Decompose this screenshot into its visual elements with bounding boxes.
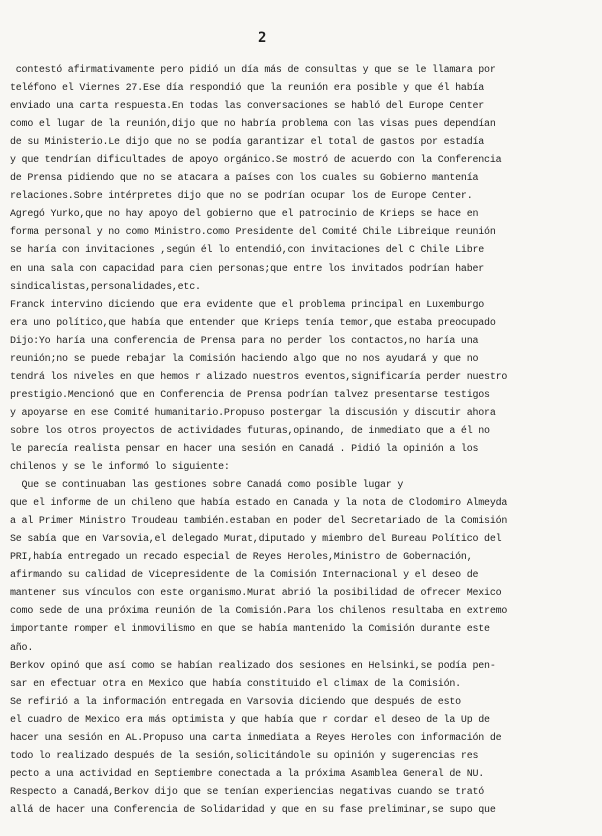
text-line: el cuadro de Mexico era más optimista y que había que r cordar el deseo de la Up de bbox=[10, 714, 490, 726]
text-line: teléfono el Viernes 27.Ese día respondió que la reunión era posible y que él había bbox=[10, 83, 485, 95]
text-line: que el informe de un chileno que había estado en Canada y la nota de Clodomiro Almeyda bbox=[10, 498, 508, 510]
text-line: chilenos y se le informó lo siguiente: bbox=[10, 462, 230, 474]
text-line: y apoyarse en ese Comité humanitario.Propuso postergar la discusión y discutir ahora bbox=[10, 407, 496, 419]
text-line: afirmando su calidad de Vicepresidente de la Comisión Internacional y el deseo de bbox=[10, 570, 479, 582]
text-line: sar en efectuar otra en Mexico que había constituido el climax de la Comisión. bbox=[10, 678, 461, 690]
text-line: como el lugar de la reunión,dijo que no habría problema con las visas pues dependían bbox=[10, 119, 496, 131]
text-line: a al Primer Ministro Troudeau también.estaban en poder del Secretariado de la Comisión bbox=[10, 516, 508, 528]
text-line: Dijo:Yo haría una conferencia de Prensa para no perder los contactos,no haría una bbox=[10, 335, 479, 347]
text-line: de su Ministerio.Le dijo que no se podía garantizar el total de gastos por estadía bbox=[10, 137, 485, 149]
text-line: Berkov opinó que así como se habían realizado dos sesiones en Helsinki,se podía pen- bbox=[10, 660, 496, 672]
text-line: reunión;no se puede rebajar la Comisión haciendo algo que no nos ayudará y que no bbox=[10, 353, 479, 365]
text-line: contestó afirmativamente pero pidió un día más de consultas y que se le llamara por bbox=[10, 65, 496, 76]
text-line: importante romper el inmovilismo en que se había mantenido la Comisión durante este bbox=[10, 624, 490, 636]
text-line: PRI,había entregado un recado especial de Reyes Heroles,Ministro de Gobernación, bbox=[10, 552, 473, 564]
document-body bbox=[10, 62, 602, 820]
page-number: 2 bbox=[258, 30, 267, 46]
text-line: era uno político,que había que entender que Krieps tenía temor,que estaba preocupado bbox=[10, 317, 496, 329]
text-line: como sede de una próxima reunión de la Comisión.Para los chilenos resultaba en extremo bbox=[10, 606, 508, 618]
text-line: Agregó Yurko,que no hay apoyo del gobierno que el patrocinio de Krieps se hace en bbox=[10, 209, 479, 221]
text-line: Se refirió a la información entregada en Varsovia diciendo que después de esto bbox=[10, 696, 461, 708]
text-line: hacer una sesión en AL.Propuso una carta inmediata a Reyes Heroles con información de bbox=[10, 732, 502, 744]
text-line: pecto a una actividad en Septiembre conectada a la próxima Asamblea General de NU. bbox=[10, 768, 485, 780]
text-line: Se sabía que en Varsovia,el delegado Murat,diputado y miembro del Bureau Político del bbox=[10, 534, 502, 546]
text-line: y que tendrían dificultades de apoyo orgánico.Se mostró de acuerdo con la Conferencia bbox=[10, 155, 502, 167]
text-line: de Prensa pidiendo que no se atacara a países con los cuales su Gobierno mantenía bbox=[10, 173, 479, 185]
text-line: forma personal y no como Ministro.como Presidente del Comité Chile Libreique reunión bbox=[10, 227, 496, 239]
text-line: tendrá los niveles en que hemos r alizado nuestros eventos,significaría perder nuestro bbox=[10, 371, 508, 383]
text-line: año. bbox=[10, 642, 34, 654]
text-line: allá de hacer una Conferencia de Solidaridad y que en su fase preliminar,se supo que bbox=[10, 804, 496, 816]
text-line: mantener sus vínculos con este organismo.Murat abrió la posibilidad de ofrecer Mexico bbox=[10, 588, 502, 600]
text-line: se haría con invitaciones ,según él lo entendió,con invitaciones del C Chile Libre bbox=[10, 245, 485, 257]
text-line: enviado una carta respuesta.En todas las conversaciones se habló del Europe Center bbox=[10, 101, 485, 113]
text-line: en una sala con capacidad para cien personas;que entre los invitados podrían haber bbox=[10, 263, 485, 275]
text-line: relaciones.Sobre intérpretes dijo que no se podrían ocupar los de Europe Center. bbox=[10, 191, 473, 203]
text-line: le parecía realista pensar en hacer una sesión en Canadá . Pidió la opinión a los bbox=[10, 443, 479, 455]
text-line: Respecto a Canadá,Berkov dijo que se tenían experiencias negativas cuando se trató bbox=[10, 786, 485, 798]
text-line: sindicalistas,personalidades,etc. bbox=[10, 281, 201, 293]
text-line: prestigio.Mencionó que en Conferencia de Prensa podrían talvez presentarse testigos bbox=[10, 389, 490, 401]
text-line: todo lo realizado después de la sesión,solicitándole su opinión y sugerencias res bbox=[10, 750, 479, 762]
text-line: sobre los otros proyectos de actividades futuras,opinando, de inmediato que a él no bbox=[10, 425, 490, 437]
text-line: Que se continuaban las gestiones sobre Canadá como posible lugar y bbox=[10, 480, 404, 492]
text-line: Franck intervino diciendo que era evidente que el problema principal en Luxemburgo bbox=[10, 299, 485, 311]
